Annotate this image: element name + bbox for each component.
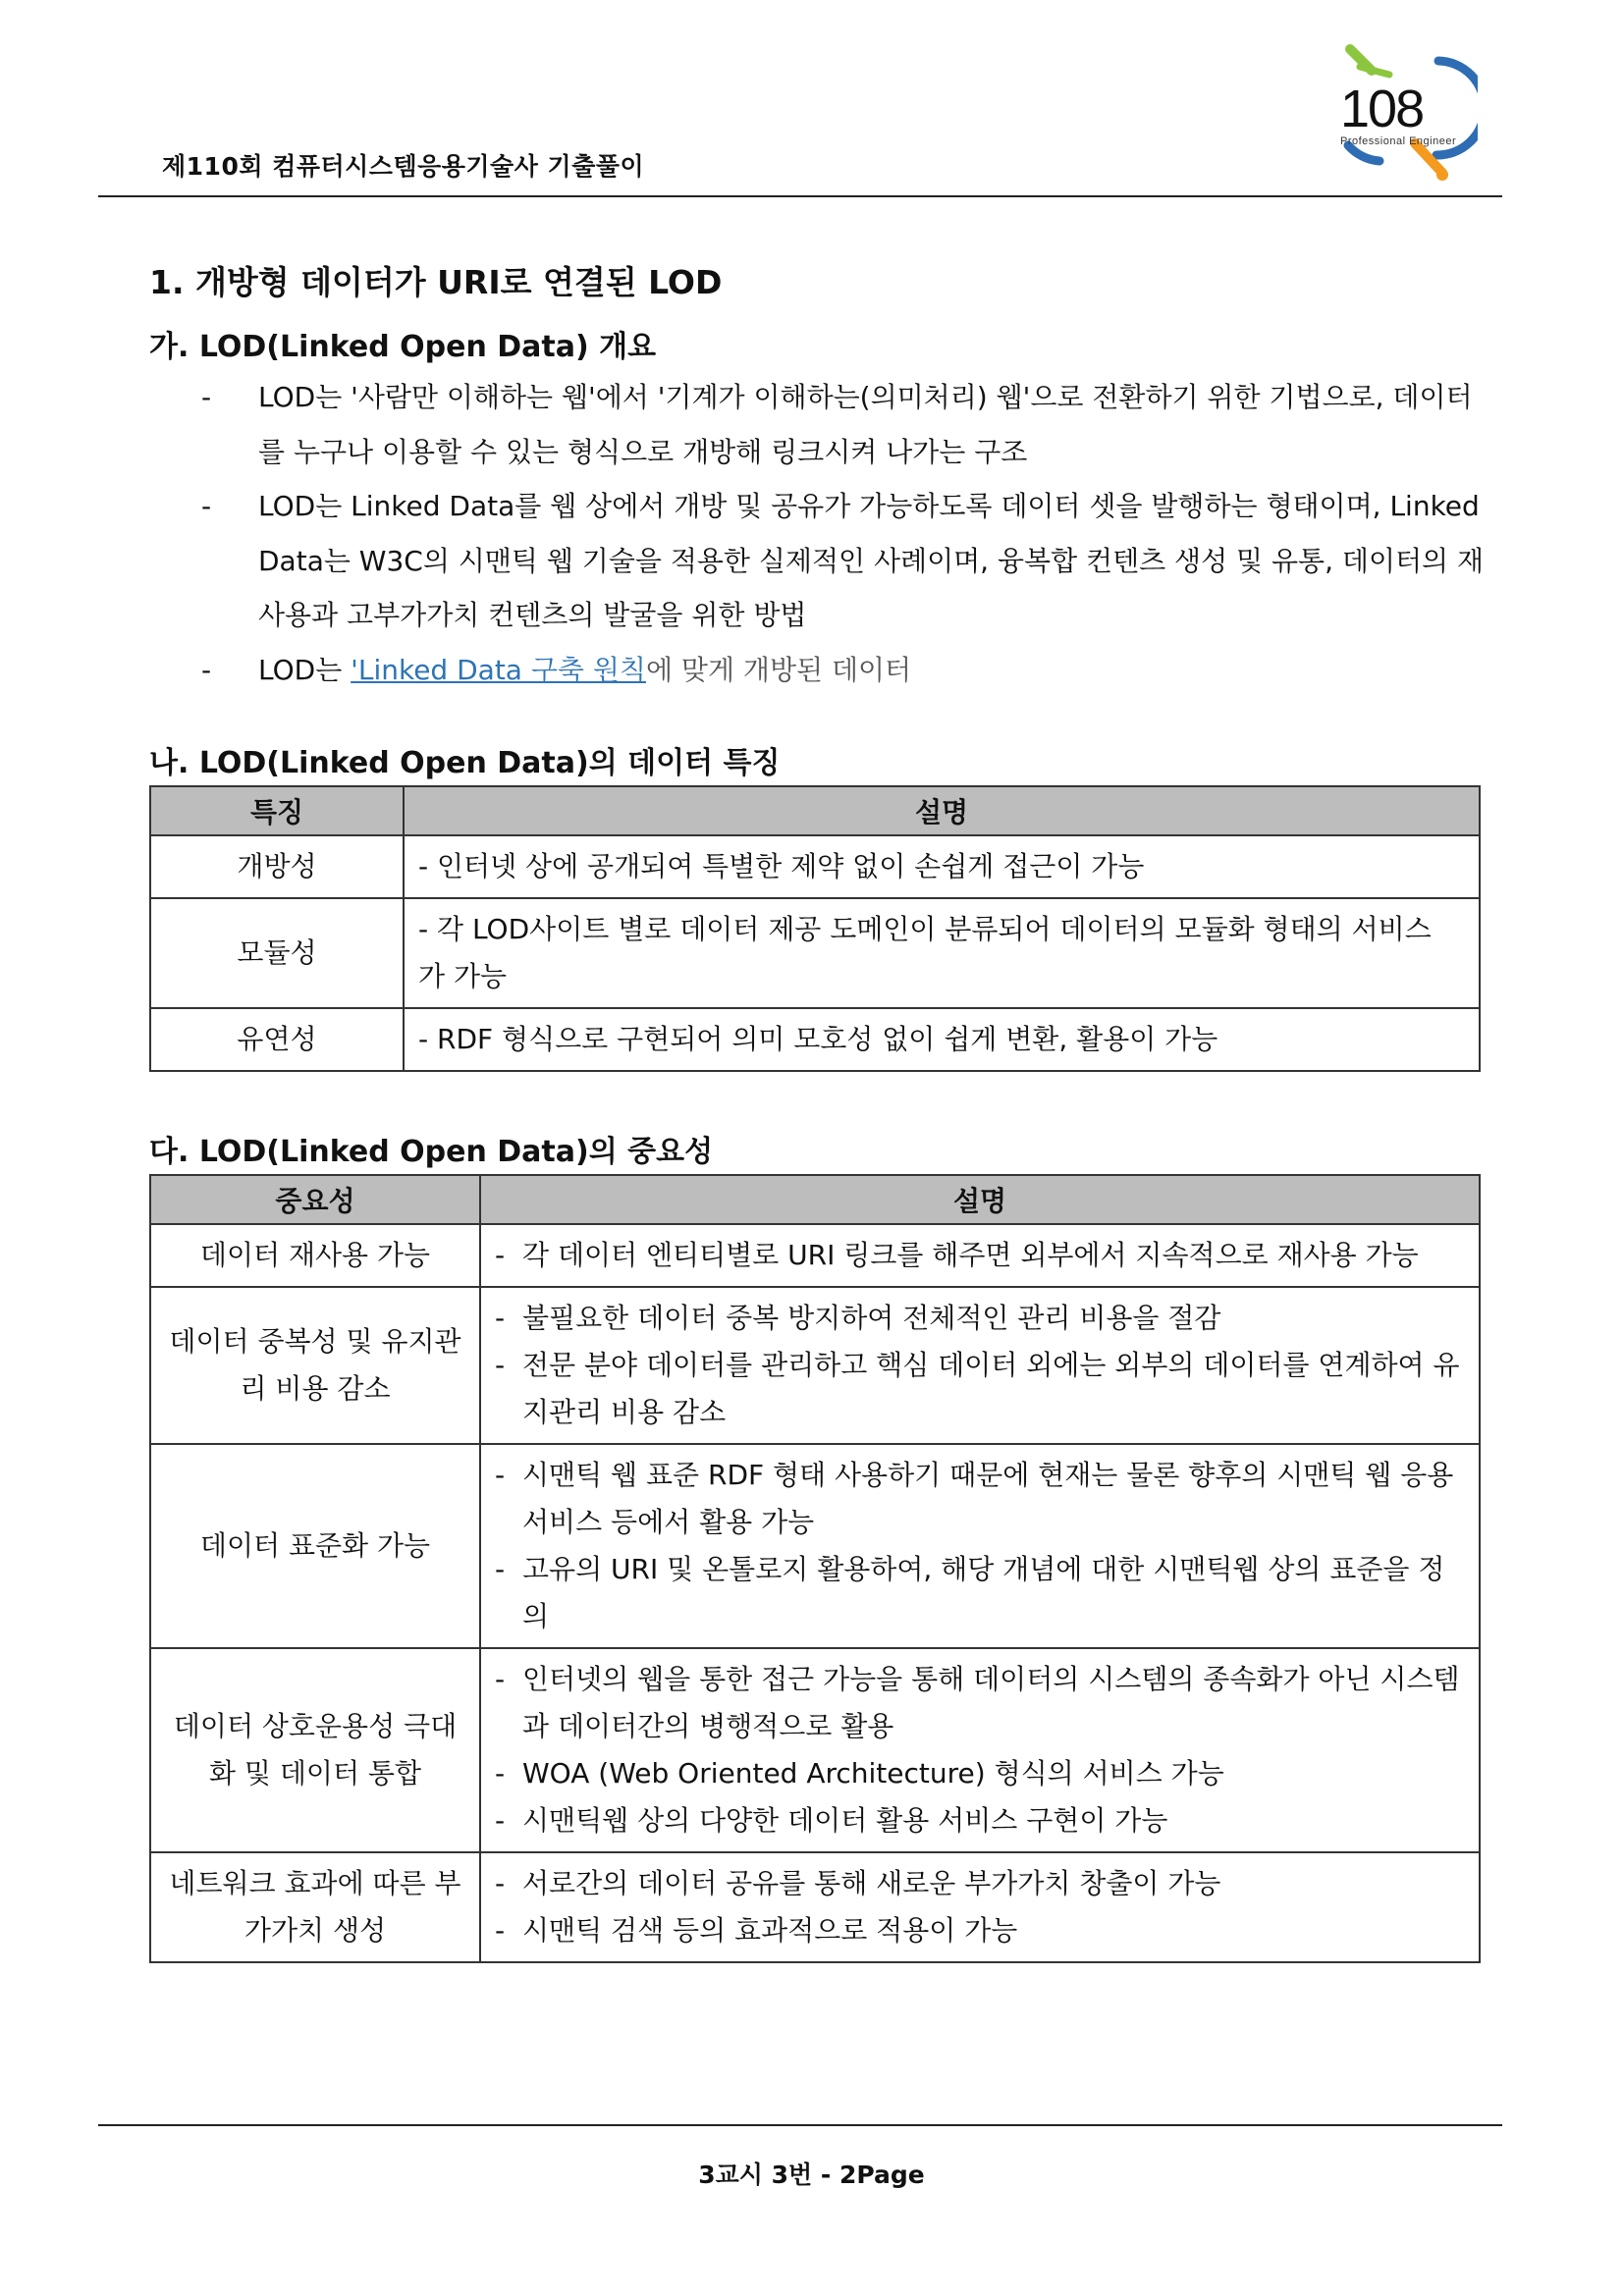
importance-name: 데이터 표준화 가능 — [150, 1444, 480, 1648]
column-header: 설명 — [404, 786, 1480, 835]
section-title: 1. 개방형 데이터가 URI로 연결된 LOD — [149, 263, 723, 301]
table-row — [150, 1008, 1480, 1071]
table-row — [150, 898, 1480, 1008]
column-header: 설명 — [480, 1175, 1480, 1224]
importance-description — [480, 1287, 1480, 1444]
list-item — [201, 479, 1492, 643]
description-line: - 서로간의 데이터 공유를 통해 새로운 부가가치 창출이 가능 — [495, 1867, 1221, 1899]
importance-name: 데이터 중복성 및 유지관리 비용 감소 — [150, 1287, 480, 1444]
table-row — [150, 1852, 1480, 1962]
importance-name: 데이터 상호운용성 극대화 및 데이터 통합 — [150, 1648, 480, 1852]
bullet-text-prefix: LOD는 — [258, 653, 352, 686]
part-a-bullet-list — [201, 370, 1492, 697]
description-line: - 각 데이터 엔티티별로 URI 링크를 해주면 외부에서 지속적으로 재사용 가능 — [495, 1239, 1419, 1271]
description-line: - 전문 분야 데이터를 관리하고 핵심 데이터 외에는 외부의 데이터를 연계하여 유지관리 비용 감소 — [495, 1349, 1460, 1428]
description-line: - WOA (Web Oriented Architecture) 형식의 서비스 가능 — [495, 1757, 1224, 1789]
description-line: - 시맨틱 웹 표준 RDF 형태 사용하기 때문에 현재는 물론 향후의 시맨틱 웹 응용서비스 등에서 활용 가능 — [495, 1459, 1454, 1538]
bullet-dash: - — [201, 381, 212, 413]
description-line: - 인터넷의 웹을 통한 접근 가능을 통해 데이터의 시스템의 종속화가 아닌 시스템과 데이터간의 병행적으로 활용 — [495, 1663, 1460, 1742]
bullet-dash: - — [201, 653, 212, 686]
feature-name: 유연성 — [150, 1008, 404, 1071]
list-item — [201, 370, 1492, 479]
feature-name: 개방성 — [150, 835, 404, 898]
importance-description — [480, 1852, 1480, 1962]
table-header-row — [150, 786, 1480, 835]
importance-description — [480, 1224, 1480, 1287]
description-line: - 시맨틱웹 상의 다양한 데이터 활용 서비스 구현이 가능 — [495, 1804, 1168, 1837]
feature-description: - RDF 형식으로 구현되어 의미 모호성 없이 쉽게 변환, 활용이 가능 — [404, 1008, 1480, 1071]
bullet-text: LOD는 Linked Data를 웹 상에서 개방 및 공유가 가능하도록 데이터 셋을 발행하는 형태이며, Linked Data는 W3C의 시맨틱 웹 기술을 적용한 실제적인 사례이며, 융복합 컨텐츠 생성 및 유통, 데이터의 재사용과 고부가가치 컨텐츠의 발굴을 위한 방법 — [258, 490, 1485, 631]
description-line: - 불필요한 데이터 중복 방지하여 전체적인 관리 비용을 절감 — [495, 1302, 1221, 1334]
table-row — [150, 1224, 1480, 1287]
importance-description — [480, 1444, 1480, 1648]
principle-link[interactable]: 'Linked Data 구축 원칙 — [351, 653, 646, 686]
importance-description — [480, 1648, 1480, 1852]
table-row — [150, 835, 1480, 898]
part-a-heading: 가. LOD(Linked Open Data) 개요 — [149, 330, 657, 364]
importance-table — [149, 1174, 1481, 1963]
column-header: 특징 — [150, 786, 404, 835]
table-row — [150, 1648, 1480, 1852]
logo-subtitle: Professional Engineer — [1340, 135, 1457, 147]
table-row — [150, 1444, 1480, 1648]
header-divider — [98, 195, 1502, 197]
page-label: 3교시 3번 - 2Page — [698, 2161, 925, 2189]
list-item — [201, 643, 1492, 698]
bullet-text: LOD는 '사람만 이해하는 웹'에서 '기계가 이해하는(의미처리) 웹'으로 전환하기 위한 기법으로, 데이터를 누구나 이용할 수 있는 형식으로 개방해 링크시켜 나가는 구조 — [258, 381, 1473, 468]
part-c-heading: 다. LOD(Linked Open Data)의 중요성 — [149, 1135, 714, 1169]
importance-name: 데이터 재사용 가능 — [150, 1224, 480, 1287]
bullet-text-suffix: 에 맞게 개방된 데이터 — [645, 653, 912, 686]
logo — [1321, 37, 1478, 185]
description-line: - 시맨틱 검색 등의 효과적으로 적용이 가능 — [495, 1914, 1018, 1947]
header-title: 제110회 컴퓨터시스템응용기술사 기출풀이 — [162, 152, 645, 181]
table-header-row — [150, 1175, 1480, 1224]
part-b-heading: 나. LOD(Linked Open Data)의 데이터 특징 — [149, 746, 781, 780]
bullet-dash: - — [201, 490, 212, 522]
feature-description: - 각 LOD사이트 별로 데이터 제공 도메인이 분류되어 데이터의 모듈화 형태의 서비스가 가능 — [404, 898, 1480, 1008]
table-row — [150, 1287, 1480, 1444]
importance-name: 네트워크 효과에 따른 부가가치 생성 — [150, 1852, 480, 1962]
description-line: - 고유의 URI 및 온톨로지 활용하여, 해당 개념에 대한 시맨틱웹 상의 표준을 정의 — [495, 1553, 1445, 1632]
column-header: 중요성 — [150, 1175, 480, 1224]
features-table — [149, 785, 1481, 1072]
logo-number: 108 — [1340, 80, 1424, 138]
feature-name: 모듈성 — [150, 898, 404, 1008]
feature-description: - 인터넷 상에 공개되여 특별한 제약 없이 손쉽게 접근이 가능 — [404, 835, 1480, 898]
footer-divider — [98, 2124, 1502, 2126]
